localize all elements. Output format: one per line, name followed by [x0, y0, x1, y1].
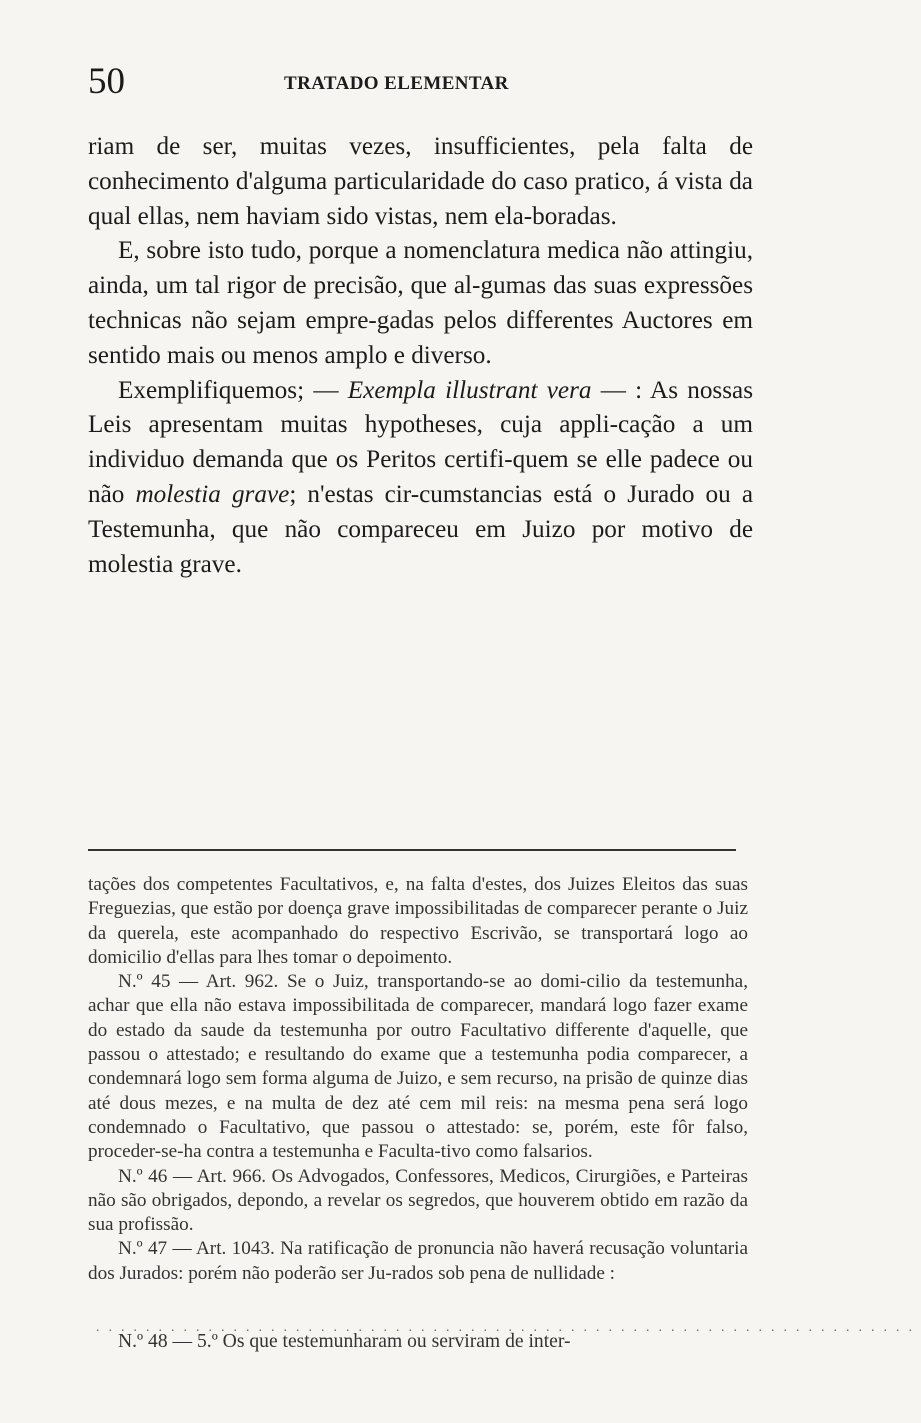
footnote-46: N.º 46 — Art. 966. Os Advogados, Confessores, Medicos, Cirurgiões, e Parteiras não são obrigados, depondo, a revelar os segredos, que houverem obtido em razão da sua profissão. — [88, 1165, 748, 1236]
footnote-48: N.º 48 — 5.º Os que testemunharam ou serviram de inter- — [118, 1331, 571, 1352]
paragraph-2: E, sobre isto tudo, porque a nomenclatura medica não attingiu, ainda, um tal rigor de precisão, que al-gumas das suas expressões technicas não sejam empre-gadas pelos differentes Auctores em sentido mais ou menos amplo e diverso. — [88, 237, 753, 369]
ellipsis-row: .................................................................. — [96, 1320, 921, 1335]
paragraph-3-part-c: ; n'estas cir-cumstancias está o Jurado ou a Testemunha, que não compareceu em Juizo por motivo de molestia grave. — [88, 480, 754, 578]
paragraph-3-part-a: Exemplifiquemos; — — [118, 376, 348, 404]
italic-term: molestia grave — [135, 480, 290, 508]
page-number: 50 — [88, 61, 125, 102]
paragraph-3-part-b: — : As nossas Leis apresentam muitas hypotheses, cuja appli-cação a um individuo demanda que os Peritos certifi-quem se elle padece ou não — [88, 376, 754, 508]
footnote-continuation: tações dos competentes Facultativos, e, na falta d'estes, dos Juizes Eleitos das suas Freguezias, que estão por doença grave impossibilitadas de comparecer perante o Juiz da querela, este acompanhado do respectivo Escrivão, se transportará logo ao domicilio d'ellas para lhes tomar o depoimento. — [88, 874, 748, 968]
paragraph-3 — [88, 374, 753, 583]
main-text — [88, 130, 753, 582]
latin-phrase: Exempla illustrant vera — [347, 376, 592, 404]
footnote-47: N.º 47 — Art. 1043. Na ratificação de pronuncia não haverá recusação voluntaria dos Jurados: porém não poderão ser Ju-rados sob pena de nullidade : — [88, 1238, 748, 1284]
paragraph-1: riam de ser, muitas vezes, insufficientes, pela falta de conhecimento d'alguma particularidade do caso pratico, á vista da qual ellas, nem haviam sido vistas, nem ela-boradas. — [88, 133, 753, 230]
footnote-45: N.º 45 — Art. 962. Se o Juiz, transportando-se ao domi-cilio da testemunha, achar que ella não estava impossibilitada de comparecer, mandará logo fazer exame do estado da saude da testemunha por outro Facultativo differente d'aquelle, que passou o attestado; e resultando do exame que a testemunha podia comparecer, a condemnará logo sem forma alguma de Juizo, e sem recurso, na prisão de quinze dias até dous mezes, e na multa de dez até cem mil reis: na mesma pena será logo condemnado o Facultativo, que passou o attestado: se, porém, este fôr falso, proceder-se-ha contra a testemunha e Faculta-tivo como falsarios. — [88, 971, 748, 1163]
footnote-separator — [88, 849, 736, 851]
footnotes — [88, 873, 748, 1286]
page-header — [88, 62, 748, 102]
running-head: TRATADO ELEMENTAR — [284, 73, 509, 94]
